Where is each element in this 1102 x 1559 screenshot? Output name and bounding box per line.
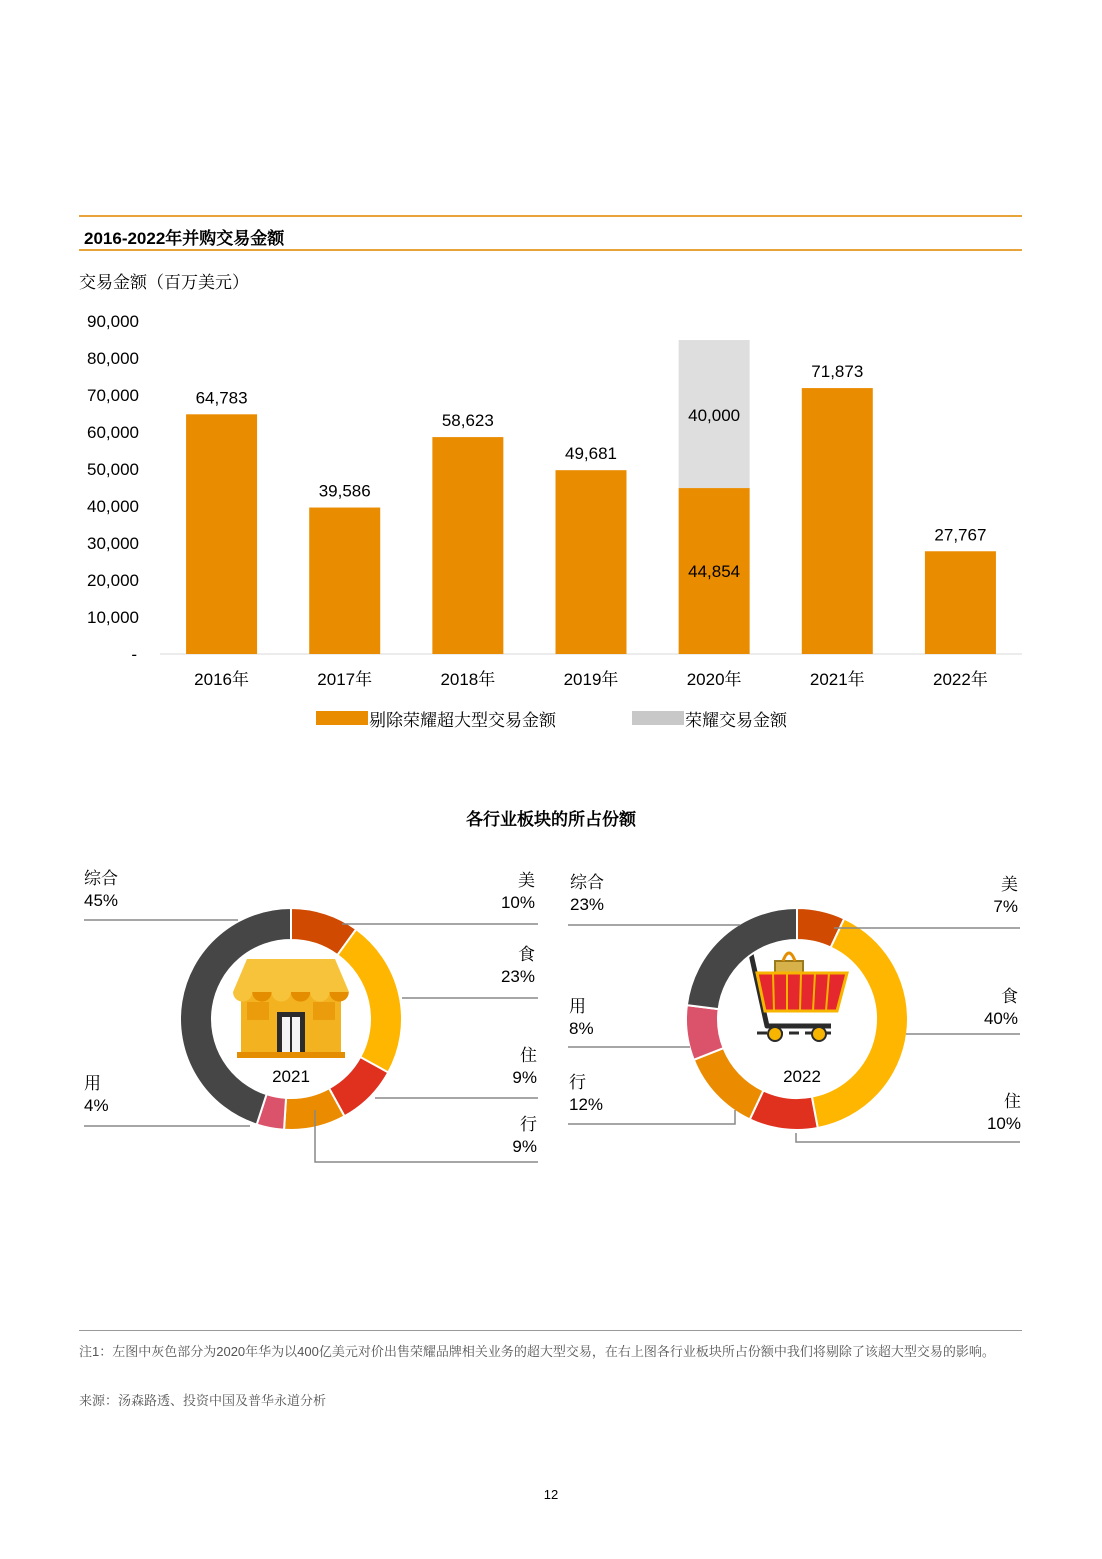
bar-excl-honor [802,388,873,654]
x-tick-label: 2018年 [440,670,496,689]
data-label-excl-honor: 58,623 [441,411,494,431]
y-tick-label: 50,000 [87,460,139,479]
data-label-excl-honor: 39,586 [318,481,371,501]
slice-name-label: 行 [520,1115,537,1134]
donut-slice [812,919,908,1128]
donut-charts [0,850,1102,1180]
leader-line [315,1110,538,1162]
slice-name-label: 美 [518,871,535,890]
bar-excl-honor [309,508,380,654]
data-label-honor: 40,000 [688,406,741,426]
slice-name-label: 美 [1001,875,1018,894]
slice-value-label: 9% [512,1068,537,1087]
bar-excl-honor [556,470,627,654]
x-tick-label: 2021年 [809,670,865,689]
y-tick-label: - [131,645,137,664]
y-tick-label: 70,000 [87,386,139,405]
legend-label-excl-honor: 剔除荣耀超大型交易金额 [369,711,556,730]
slice-name-label: 综合 [570,873,604,892]
donut-center-label: 2022 [783,1067,821,1086]
slice-value-label: 10% [500,893,535,912]
slice-value-label: 40% [983,1009,1018,1028]
data-label-excl-honor: 64,783 [195,388,248,408]
slice-name-label: 行 [569,1073,586,1092]
y-tick-label: 80,000 [87,349,139,368]
slice-value-label: 7% [993,897,1018,916]
slice-value-label: 4% [84,1096,109,1115]
y-tick-label: 10,000 [87,608,139,627]
source-note: 来源：汤森路透、投资中国及普华永道分析 [79,1393,327,1408]
data-label-excl-honor: 44,854 [688,562,741,581]
slice-value-label: 9% [512,1137,537,1156]
legend-swatch-honor [632,711,684,725]
slice-name-label: 住 [520,1046,537,1065]
slice-value-label: 8% [569,1019,594,1038]
y-tick-label: 20,000 [87,571,139,590]
slice-value-label: 23% [500,967,535,986]
bar-excl-honor [432,437,503,654]
title-bottom-rule [79,249,1022,251]
slice-value-label: 45% [84,891,119,910]
title-top-rule [79,215,1022,217]
slice-value-label: 10% [986,1114,1021,1133]
x-tick-label: 2017年 [317,670,373,689]
note-divider [79,1330,1022,1331]
y-tick-label: 90,000 [87,312,139,331]
x-tick-label: 2016年 [194,670,249,689]
leader-line [796,1133,1020,1142]
data-label-excl-honor: 71,873 [811,362,864,382]
y-tick-label: 60,000 [87,423,139,442]
x-tick-label: 2022年 [933,670,988,689]
bar-excl-honor [925,551,996,654]
legend-swatch-excl-honor [316,711,368,725]
x-tick-label: 2020年 [686,670,742,689]
bar-excl-honor [186,414,257,654]
legend-label-honor: 荣耀交易金额 [685,711,787,730]
y-axis-label: 交易金额（百万美元） [79,273,249,292]
data-label-excl-honor: 27,767 [934,525,987,545]
data-label-excl-honor: 49,681 [565,444,617,464]
slice-name-label: 食 [518,945,535,964]
slice-name-label: 用 [569,997,586,1016]
y-tick-label: 40,000 [87,497,139,516]
page-number: 12 [543,1487,559,1502]
slice-name-label: 住 [1004,1092,1021,1111]
y-tick-label: 30,000 [87,534,139,553]
donut-center-label: 2021 [272,1067,310,1086]
donut-slice [337,929,402,1072]
slice-name-label: 食 [1001,987,1018,1006]
section-title: 2016-2022年并购交易金额 [84,229,285,248]
slice-value-label: 12% [569,1095,604,1114]
slice-name-label: 综合 [84,869,118,888]
x-tick-label: 2019年 [563,670,619,689]
bar-chart [0,300,1102,740]
donut-slice [694,1048,764,1119]
shopping-cart-icon [733,947,847,1041]
footnote: 注1：左图中灰色部分为2020年华为以400亿美元对价出售荣耀品牌相关业务的超大型交易，在右上图各行业板块所占份额中我们将剔除了该超大型交易的影响。 [79,1344,995,1359]
slice-value-label: 23% [570,895,605,914]
storefront-icon [233,959,349,1058]
pie-section-title: 各行业板块的所占份额 [466,810,636,829]
slice-name-label: 用 [84,1074,101,1093]
